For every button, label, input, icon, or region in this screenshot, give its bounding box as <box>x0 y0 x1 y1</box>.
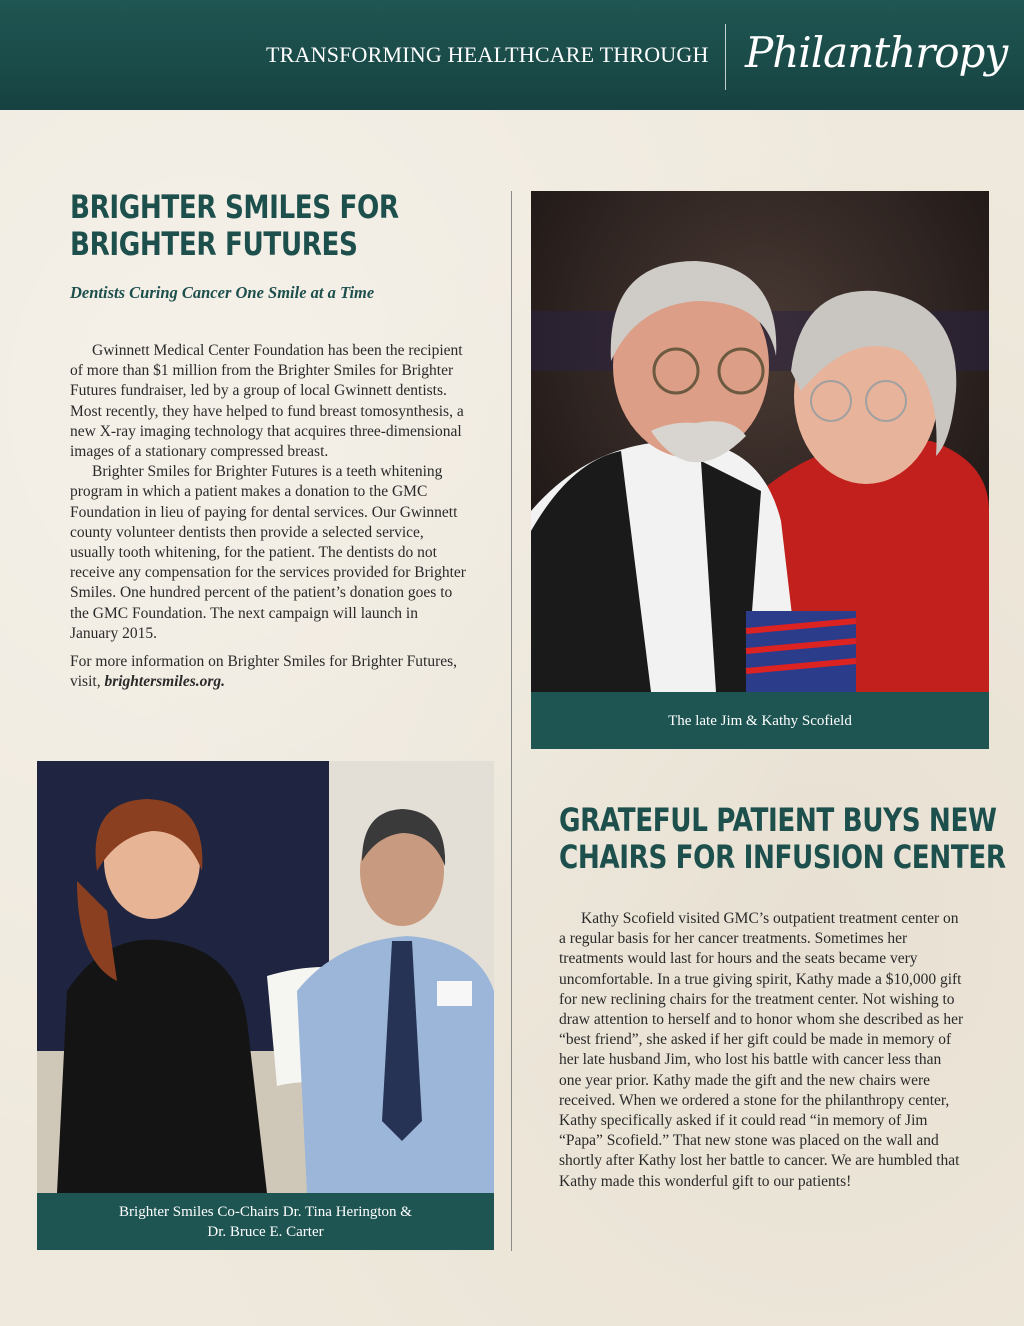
article1-info-text: For more information on Brighter Smiles for Brighter Futures, visit, <box>70 653 458 691</box>
article1-title-line2: BRIGHTER FUTURES <box>70 225 358 263</box>
header-title: TRANSFORMING HEALTHCARE THROUGH <box>266 42 709 67</box>
photo-co-chairs-image <box>37 761 494 1193</box>
article2-title-line1: GRATEFUL PATIENT BUYS NEW <box>559 801 997 839</box>
photo-jim-kathy-image <box>531 191 989 692</box>
header-divider <box>725 24 726 90</box>
photo-jim-kathy-caption-text: The late Jim & Kathy Scofield <box>668 712 852 729</box>
column-divider <box>511 191 512 1251</box>
article1-title <box>70 189 399 263</box>
photo-co-chairs-caption-line2: Dr. Bruce E. Carter <box>207 1223 324 1240</box>
article1-title-line1: BRIGHTER SMILES FOR <box>70 188 399 226</box>
brightersmiles-link[interactable]: brightersmiles.org. <box>104 673 226 691</box>
photo-jim-kathy <box>531 191 989 692</box>
article2-title-line2: CHAIRS FOR INFUSION CENTER <box>559 838 1006 876</box>
article2-body <box>559 909 967 1192</box>
article1-para2: Brighter Smiles for Brighter Futures is a teeth whitening program in which a patient makes a donation to the GMC Foundation in lieu of paying for dental services. Our Gwinnett county volunteer dentists then provide a selected service, usually tooth whitening, for the patient. The dentists do not receive any compensation for the services provided for Brighter Smiles. One hundred percent of the patient’s donation goes to the GMC Foundation. The next campaign will launch in January 2015. <box>70 463 466 642</box>
article2-para1: Kathy Scofield visited GMC’s outpatient treatment center on a regular basis for her cancer treatments. Sometimes her treatments would last for hours and the seats became very uncomfortable. In a true giving spirit, Kathy made a $10,000 gift for new reclining chairs for the treatment center. Not wishing to draw attention to herself and to honor whom she described as her “best friend”, she asked if her gift could be made in memory of her late husband Jim, who lost his battle with cancer less than one year prior. Kathy made the gift and the new chairs were received. When we ordered a stone for the philanthropy center, Kathy specifically asked if it could read “in memory of Jim “Papa” Scofield.” That new stone was placed on the wall and shortly after Kathy lost her battle to cancer. We are humbled that Kathy made this wonderful gift to our patients! <box>559 910 964 1190</box>
header-script-logo: Philanthropy <box>745 28 1008 77</box>
article1-more-info <box>70 652 470 692</box>
photo-jim-kathy-caption <box>531 692 989 749</box>
photo-co-chairs-caption-line1: Brighter Smiles Co-Chairs Dr. Tina Herington & <box>119 1203 412 1220</box>
article2-title <box>559 802 1006 876</box>
article1-para1: Gwinnett Medical Center Foundation has been the recipient of more than $1 million from the Brighter Smiles for Brighter Futures fundraiser, led by a group of local Gwinnett dentists. Most recently, they have helped to fund breast tomosynthesis, a new X-ray imaging technology that acquires three-dimensional images of a stationary compressed breast. <box>70 342 464 461</box>
article1-subtitle: Dentists Curing Cancer One Smile at a Time <box>70 283 375 302</box>
page-header <box>0 0 1024 110</box>
photo-co-chairs <box>37 761 494 1193</box>
article1-body <box>70 341 470 692</box>
photo-co-chairs-caption <box>37 1193 494 1250</box>
